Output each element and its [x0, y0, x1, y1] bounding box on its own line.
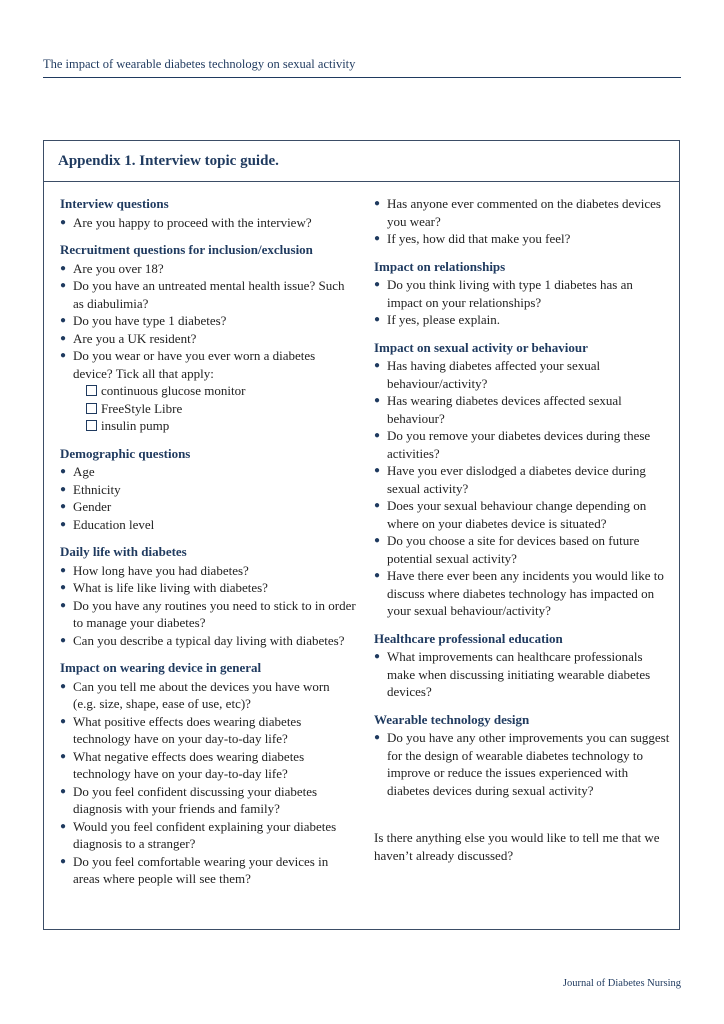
right-column: [374, 195, 670, 864]
journal-footer: Journal of Diabetes Nursing: [562, 978, 681, 989]
list-item: ● Do you have type 1 diabetes?: [60, 313, 227, 328]
list-item: ● What is life like living with diabetes?: [60, 580, 268, 595]
bullet-icon: ●: [374, 465, 381, 476]
bullet-icon: ●: [60, 216, 67, 228]
list-item: ● Would you feel confident explaining your diabetes diagnosis to a stranger?: [60, 818, 337, 851]
running-header: The impact of wearable diabetes technology on sexual activity: [43, 57, 681, 78]
closing-question: Is there anything else you would like to tell me that we haven’t already discussed?: [374, 830, 660, 863]
bullet-icon: ●: [374, 360, 381, 371]
section-title: Impact on sexual activity or behaviour: [374, 339, 588, 355]
bullet-icon: ●: [60, 501, 67, 512]
list-item: ● What positive effects does wearing diabetes technology have on your day-to-day life?: [60, 713, 302, 746]
section-title: Impact on wearing device in general: [60, 660, 262, 675]
bullet-icon: ●: [374, 430, 381, 441]
list-item: ● Do you have any other improvements you can suggest for the design of wearable diabetes technology to improve or reduce the issues experienced with diabetes devices during sexual activity?: [374, 730, 670, 798]
bullet-icon: ●: [374, 500, 381, 511]
list-item: ● Do you remove your diabetes devices during these activities?: [374, 428, 651, 461]
section-wearing-device: [60, 659, 356, 888]
list-item: ● What improvements can healthcare professionals make when discussing initiating wearable diabetes devices?: [374, 649, 651, 699]
list-item: ● Do you have any routines you need to stick to in order to manage your diabetes?: [60, 597, 356, 630]
checkbox-option: insulin pump: [86, 417, 356, 435]
bullet-icon: ●: [374, 535, 381, 546]
list-item: ● Do you feel comfortable wearing your devices in areas where people will see them?: [60, 853, 329, 886]
bullet-icon: ●: [60, 483, 67, 495]
section-title: Demographic questions: [60, 445, 191, 461]
list-item: ● Do you choose a site for devices based on future potential sexual activity?: [374, 533, 640, 566]
list-item: ● Do you think living with type 1 diabetes has an impact on your relationships?: [374, 277, 633, 310]
bullet-icon: ●: [374, 233, 381, 244]
section-demographic: [60, 445, 356, 534]
bullet-icon: ●: [60, 634, 67, 646]
list-item: ● Do you feel confident discussing your diabetes diagnosis with your friends and family?: [60, 783, 318, 816]
section-title: Interview questions: [60, 196, 169, 211]
list-item: ● Has having diabetes affected your sexual behaviour/activity?: [374, 358, 601, 391]
list-item: ● Age: [60, 464, 95, 479]
bullet-icon: ●: [60, 518, 67, 530]
list-item: ● Do you have an untreated mental health issue? Such as diabulimia?: [60, 278, 345, 311]
bullet-icon: ●: [374, 198, 381, 209]
list-item: ● Are you happy to proceed with the interview?: [60, 214, 312, 230]
bullet-icon: ●: [60, 564, 67, 576]
list-item: ● Can you describe a typical day living with diabetes?: [60, 632, 345, 648]
checkbox-icon: [86, 385, 97, 396]
section-title: Healthcare professional education: [374, 630, 563, 646]
section-interview-questions: [60, 195, 356, 231]
checkbox-option: FreeStyle Libre: [86, 400, 356, 418]
checkbox-icon: [86, 420, 97, 431]
bullet-icon: ●: [374, 732, 381, 743]
list-item: ● What negative effects does wearing diabetes technology have on your day-to-day life?: [60, 748, 305, 781]
appendix-box: [43, 140, 680, 930]
section-title: Recruitment questions for inclusion/exclusion: [60, 242, 313, 257]
section-relationships: [374, 258, 670, 329]
bullet-icon: ●: [60, 280, 67, 291]
section-title: Impact on relationships: [374, 258, 506, 274]
bullet-icon: ●: [60, 332, 67, 344]
bullet-icon: ●: [374, 314, 381, 325]
section-title: Daily life with diabetes: [60, 544, 187, 559]
bullet-icon: ●: [60, 582, 67, 593]
list-item: ● Have there ever been any incidents you would like to discuss where diabetes technology has impacted on your sexual behaviour/activity?: [374, 568, 664, 618]
list-item: ● Has wearing diabetes devices affected sexual behaviour?: [374, 393, 622, 426]
bullet-icon: ●: [60, 715, 67, 727]
bullet-icon: ●: [374, 395, 381, 406]
list-item: ● Have you ever dislodged a diabetes device during sexual activity?: [374, 463, 646, 496]
list-item: ● Ethnicity: [60, 481, 121, 497]
section-sexual-activity: [374, 339, 670, 620]
bullet-icon: ●: [60, 466, 67, 477]
list-item: ● Do you wear or have you ever worn a diabetes device? Tick all that apply: continuous glucose monitor FreeStyle Libre insulin pump: [60, 347, 356, 435]
bullet-icon: ●: [374, 651, 381, 662]
list-item: ● Gender: [60, 499, 112, 514]
list-item: ● If yes, please explain.: [374, 312, 500, 327]
bullet-icon: ●: [60, 350, 67, 361]
section-title: Wearable technology design: [374, 711, 530, 727]
bullet-icon: ●: [60, 785, 67, 797]
appendix-title: Appendix 1. Interview topic guide.: [44, 141, 679, 182]
list-item: ● If yes, how did that make you feel?: [374, 231, 571, 246]
checkbox-icon: [86, 403, 97, 414]
list-item: ● How long have you had diabetes?: [60, 562, 249, 578]
section-recruitment: [60, 241, 356, 435]
list-item: ● Does your sexual behaviour change depending on where on your diabetes device is situated?: [374, 498, 647, 531]
list-item: ● Education level: [60, 516, 155, 532]
section-continued: [374, 195, 670, 248]
bullet-icon: ●: [60, 750, 67, 762]
section-tech-design: [374, 711, 670, 800]
bullet-icon: ●: [60, 855, 67, 867]
bullet-icon: ●: [374, 570, 381, 581]
list-item: ● Has anyone ever commented on the diabetes devices you wear?: [374, 196, 661, 229]
bullet-icon: ●: [60, 599, 67, 611]
bullet-icon: ●: [60, 315, 67, 326]
section-hcp-education: [374, 630, 670, 701]
section-daily-life: [60, 543, 356, 649]
list-item: ● Are you over 18?: [60, 260, 164, 276]
bullet-icon: ●: [374, 279, 381, 290]
bullet-icon: ●: [60, 680, 67, 692]
list-item: ● Are you a UK resident?: [60, 330, 197, 346]
bullet-icon: ●: [60, 820, 67, 832]
checkbox-option: continuous glucose monitor: [86, 382, 356, 400]
list-item: ● Can you tell me about the devices you have worn (e.g. size, shape, ease of use, etc)?: [60, 678, 330, 711]
bullet-icon: ●: [60, 262, 67, 274]
left-column: [60, 195, 356, 898]
